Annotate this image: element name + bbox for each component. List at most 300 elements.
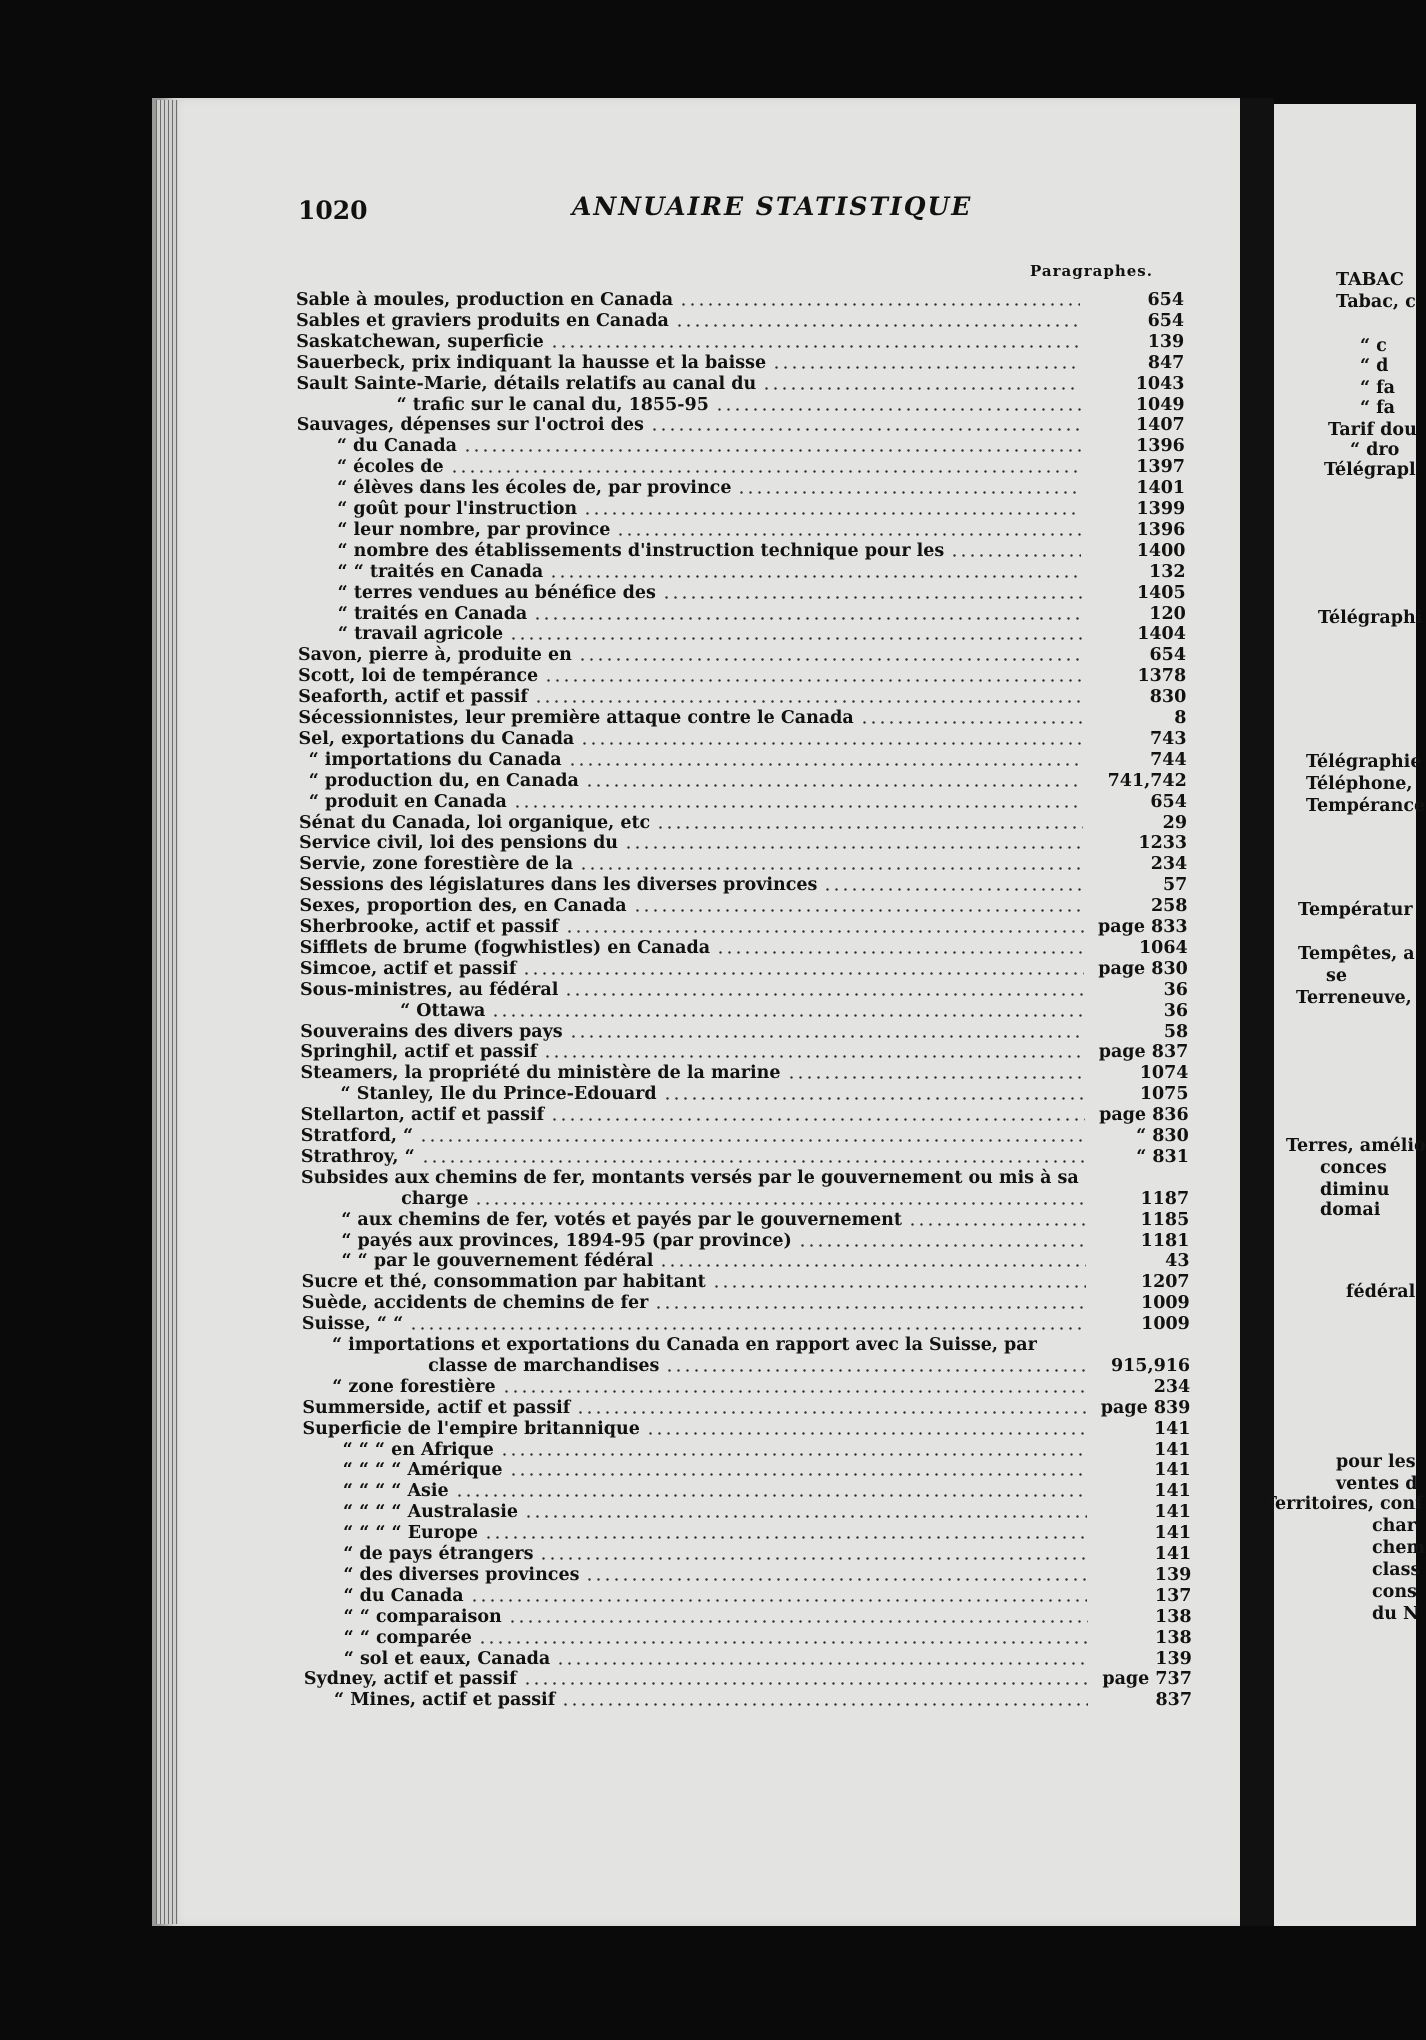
- index-entry: [299, 833, 1187, 855]
- leader-dots: [533, 617, 1082, 620]
- leader-dots: [409, 1327, 1086, 1330]
- entry-reference: 1401: [1136, 478, 1186, 499]
- entry-reference: “ 830: [1136, 1126, 1189, 1146]
- entry-reference: 138: [1155, 1627, 1192, 1648]
- entry-reference: 1207: [1140, 1272, 1190, 1293]
- index-entry: [300, 1063, 1188, 1085]
- entry-text: Simcoe, actif et passif: [299, 958, 517, 979]
- leader-dots: [576, 1411, 1086, 1414]
- index-entry: [298, 666, 1186, 688]
- entry-text: Sel, exportations du Canada: [298, 728, 575, 749]
- leader-dots: [585, 784, 1083, 787]
- entry-reference: 36: [1163, 1000, 1189, 1021]
- entry-reference: 1396: [1136, 519, 1186, 540]
- leader-dots: [455, 1494, 1087, 1497]
- leader-dots: [544, 679, 1082, 682]
- entry-reference: 741,742: [1107, 770, 1187, 791]
- entry-text: Servie, zone forestière de la: [299, 854, 574, 875]
- leader-dots: [737, 491, 1081, 494]
- right-page-fragment: “ fa: [1360, 378, 1396, 398]
- right-page-fragment: diminu: [1320, 1180, 1390, 1200]
- leader-dots: [463, 449, 1081, 452]
- entry-text: “ Mines, actif et passif: [334, 1690, 556, 1711]
- entry-text: “ du Canada: [336, 436, 457, 457]
- right-page-fragment: Tempêtes, a: [1298, 944, 1415, 964]
- entry-reference: 141: [1154, 1439, 1191, 1460]
- entry-reference: 1049: [1135, 394, 1185, 415]
- right-page-fragment: “ c: [1360, 336, 1387, 356]
- right-page-fragment: Téléphone,: [1306, 774, 1413, 794]
- entry-reference: 654: [1147, 310, 1185, 331]
- entry-text: “ importations et exportations du Canada en rapport avec la Suisse, par: [332, 1335, 1037, 1355]
- leader-dots: [650, 428, 1081, 431]
- entry-text: Stratford, “: [300, 1126, 414, 1146]
- index-entry: [303, 1586, 1191, 1608]
- index-entry: [299, 854, 1187, 876]
- entry-text: “ payés aux provinces, 1894-95 (par province): [341, 1230, 792, 1251]
- right-page-fragment: chem: [1372, 1538, 1426, 1558]
- entry-text: Stellarton, actif et passif: [300, 1105, 545, 1126]
- index-entry: [301, 1084, 1189, 1106]
- leader-dots: [550, 1118, 1085, 1121]
- right-page-fragment: Télégraphie: [1306, 752, 1422, 772]
- entry-reference: 141: [1153, 1418, 1191, 1439]
- index-entry: [302, 1251, 1190, 1273]
- entry-text: Sable à moules, production en Canada: [296, 290, 674, 310]
- leader-dots: [772, 366, 1080, 369]
- entry-reference: page 830: [1098, 958, 1188, 979]
- entry-reference: 137: [1154, 1585, 1192, 1606]
- right-page-fragment: Terres, amélio: [1286, 1136, 1426, 1156]
- entry-reference: 1009: [1141, 1314, 1190, 1335]
- entry-text: “ des diverses provinces: [343, 1564, 580, 1585]
- leader-dots: [565, 930, 1084, 933]
- leader-dots: [762, 387, 1080, 390]
- index-entry: [297, 436, 1185, 458]
- index-entry: [298, 708, 1186, 730]
- leader-dots: [716, 951, 1084, 954]
- index-entry: [301, 1126, 1189, 1148]
- leader-dots: [616, 533, 1081, 536]
- entry-text: “ “ “ “ Amérique: [342, 1460, 503, 1481]
- right-page-fragment: Températur: [1298, 900, 1413, 920]
- leader-dots: [585, 1578, 1087, 1581]
- index-entry: [299, 875, 1187, 897]
- index-entry: [302, 1314, 1190, 1336]
- entry-reference: 1405: [1136, 582, 1186, 603]
- index-entry: [297, 478, 1185, 500]
- leader-dots: [484, 1536, 1087, 1539]
- right-page-fragment: TABAC: [1336, 270, 1404, 290]
- entry-reference: 1187: [1140, 1188, 1190, 1209]
- leader-dots: [663, 1097, 1085, 1100]
- index-entry: [296, 353, 1184, 375]
- leader-dots: [712, 1285, 1086, 1288]
- entry-text: Sault Sainte-Marie, détails relatifs au canal du: [296, 373, 757, 394]
- column-header: Paragraphes.: [1030, 262, 1153, 280]
- index-entry: [298, 624, 1186, 646]
- leader-dots: [509, 637, 1082, 640]
- entry-text: “ du Canada: [343, 1585, 464, 1606]
- leader-dots: [659, 1264, 1085, 1267]
- entry-reference: 1185: [1140, 1209, 1190, 1230]
- index-entry: [300, 1042, 1188, 1064]
- leader-dots: [509, 1473, 1087, 1476]
- right-page-fragment: Tabac, c: [1336, 292, 1416, 312]
- entry-text: Suède, accidents de chemins de fer: [301, 1293, 649, 1314]
- index-entry: [303, 1502, 1191, 1524]
- index-entry: [298, 604, 1186, 626]
- leader-dots: [665, 1369, 1086, 1372]
- leader-dots: [624, 846, 1083, 849]
- entry-text: “ “ comparaison: [343, 1606, 502, 1627]
- entry-text: “ terres vendues au bénéfice des: [337, 582, 656, 603]
- entry-text: Scott, loi de tempérance: [298, 666, 539, 687]
- index-entry: [300, 938, 1188, 960]
- leader-dots: [543, 1055, 1084, 1058]
- entry-text: “ produit en Canada: [308, 791, 507, 812]
- index-entry: [301, 1231, 1189, 1253]
- leader-dots: [646, 1432, 1087, 1435]
- leader-dots: [580, 742, 1082, 745]
- entry-text: “ traités en Canada: [337, 603, 528, 624]
- entry-reference: 1397: [1136, 457, 1185, 478]
- entry-text: Sous-ministres, au fédéral: [299, 979, 559, 1000]
- entry-reference: 139: [1154, 1564, 1192, 1585]
- entry-reference: 234: [1153, 1376, 1191, 1397]
- leader-dots: [662, 596, 1082, 599]
- index-entry: [303, 1565, 1191, 1587]
- index-entry: [299, 729, 1187, 751]
- entry-text: “ écoles de: [336, 457, 444, 478]
- entry-text: “ trafic sur le canal du, 1855-95: [396, 394, 709, 415]
- entry-text: Sexes, proportion des, en Canada: [299, 896, 627, 917]
- entry-reference: 139: [1155, 1648, 1192, 1669]
- entry-reference: 234: [1150, 854, 1188, 875]
- leader-dots: [715, 408, 1081, 411]
- index-entry: [299, 750, 1187, 772]
- entry-reference: page 836: [1099, 1105, 1189, 1126]
- entry-reference: 141: [1154, 1523, 1192, 1544]
- entry-reference: 120: [1149, 603, 1186, 624]
- entry-text: Superficie de l'empire britannique: [302, 1418, 640, 1439]
- index-entry: [302, 1419, 1190, 1441]
- index-entry: [304, 1669, 1192, 1691]
- entry-reference: 29: [1162, 812, 1187, 833]
- index-entry: [296, 374, 1184, 396]
- entry-reference: 141: [1154, 1502, 1191, 1523]
- leader-dots: [508, 1620, 1088, 1623]
- entry-reference: 258: [1150, 896, 1188, 917]
- right-page-fragment: Territoires, conf: [1264, 1494, 1423, 1514]
- entry-text: “ “ “ “ Europe: [343, 1523, 479, 1544]
- index-entry: [300, 959, 1188, 981]
- entry-text: Sessions des législatures dans les diverses provinces: [299, 875, 818, 896]
- entry-text: “ “ “ en Afrique: [342, 1439, 494, 1460]
- entry-reference: “ 831: [1136, 1146, 1189, 1167]
- entry-text: “ sol et eaux, Canada: [343, 1648, 551, 1669]
- leader-dots: [860, 721, 1083, 724]
- entry-text: Subsides aux chemins de fer, montants versés par le gouvernement ou mis à sa: [301, 1167, 1079, 1188]
- right-page-fragment: domai: [1320, 1200, 1381, 1220]
- entry-reference: 830: [1149, 687, 1187, 708]
- entry-text: “ zone forestière: [332, 1376, 496, 1397]
- entry-reference: 1009: [1141, 1293, 1190, 1314]
- leader-dots: [579, 867, 1083, 870]
- entry-reference: 1407: [1136, 415, 1185, 436]
- right-page-fragment: pour les: [1336, 1452, 1416, 1472]
- leader-dots: [502, 1390, 1087, 1393]
- entry-text: “ “ “ “ Australasie: [342, 1502, 519, 1523]
- entry-reference: page 839: [1100, 1397, 1191, 1418]
- page-number: 1020: [298, 196, 368, 225]
- index-entry: [303, 1544, 1191, 1566]
- entry-text: Souverains des divers pays: [300, 1021, 563, 1042]
- entry-reference: 1064: [1139, 937, 1188, 958]
- leader-dots: [474, 1202, 1085, 1205]
- index-entry: [303, 1481, 1191, 1503]
- entry-text: Sucre et thé, consommation par habitant: [301, 1272, 706, 1293]
- entry-text: Summerside, actif et passif: [302, 1397, 571, 1418]
- leader-dots: [787, 1076, 1085, 1079]
- leader-dots: [569, 1035, 1085, 1038]
- index-entry: [299, 771, 1187, 793]
- entry-text: “ production du, en Canada: [308, 770, 579, 791]
- index-entry: [298, 583, 1186, 605]
- index-entry: [297, 415, 1185, 437]
- entry-reference: 744: [1150, 749, 1187, 770]
- entry-reference: 743: [1149, 728, 1187, 749]
- index-entry: [299, 813, 1187, 835]
- entry-text: “ “ “ “ Asie: [342, 1481, 449, 1502]
- entry-text: charge: [401, 1188, 469, 1209]
- entry-text: Sables et graviers produits en Canada: [296, 310, 669, 331]
- leader-dots: [549, 575, 1081, 578]
- right-page-fragment: se: [1326, 966, 1347, 986]
- entry-reference: 654: [1147, 290, 1184, 310]
- index-entry: [301, 1189, 1189, 1211]
- index-entry: [301, 1105, 1189, 1127]
- entry-reference: 1075: [1139, 1084, 1189, 1105]
- index-entry: [301, 1168, 1189, 1190]
- index-entry: [302, 1356, 1190, 1378]
- leader-dots: [654, 1306, 1085, 1309]
- leader-dots: [556, 1662, 1088, 1665]
- index-entry: [296, 290, 1184, 312]
- entry-text: Savon, pierre à, produite en: [298, 645, 572, 666]
- leader-dots: [513, 805, 1083, 808]
- leader-dots: [908, 1223, 1085, 1226]
- index-entry: [302, 1293, 1190, 1315]
- entry-reference: 837: [1155, 1690, 1193, 1711]
- index-entry: [302, 1377, 1190, 1399]
- leader-dots: [568, 763, 1083, 766]
- index-entry: [300, 917, 1188, 939]
- running-head: ANNUAIRE STATISTIQUE: [572, 192, 973, 221]
- entry-text: Saskatchewan, superficie: [296, 331, 544, 352]
- entry-text: Sherbrooke, actif et passif: [299, 917, 559, 937]
- right-page-fragment: Télégrapl: [1324, 460, 1416, 480]
- index-entry: [296, 332, 1184, 354]
- entry-reference: 141: [1154, 1481, 1191, 1502]
- entry-text: “ goût pour l'instruction: [337, 499, 578, 519]
- index-entry: [300, 980, 1188, 1002]
- leader-dots: [550, 345, 1080, 348]
- entry-text: Sifflets de brume (fogwhistles) en Canada: [299, 937, 711, 958]
- leader-dots: [478, 1641, 1088, 1644]
- right-page-fragment: Télégraphi: [1318, 608, 1423, 628]
- index-entry: [301, 1147, 1189, 1169]
- entry-reference: 654: [1149, 645, 1187, 666]
- index-entry: [300, 1022, 1188, 1044]
- right-page-fragment: “ fa: [1360, 398, 1396, 418]
- entry-text: Service civil, loi des pensions du: [299, 833, 619, 854]
- entry-reference: 847: [1147, 352, 1185, 373]
- leader-dots: [419, 1139, 1085, 1142]
- leader-dots: [675, 324, 1080, 327]
- index-entry: [301, 1210, 1189, 1232]
- index-entry: [300, 1001, 1188, 1023]
- entry-reference: page 837: [1098, 1042, 1189, 1063]
- index-entry: [302, 1272, 1190, 1294]
- entry-text: “ “ par le gouvernement fédéral: [341, 1251, 654, 1272]
- leader-dots: [564, 993, 1084, 996]
- leader-dots: [500, 1453, 1087, 1456]
- entry-text: Sydney, actif et passif: [303, 1669, 517, 1690]
- entry-reference: 138: [1155, 1606, 1192, 1627]
- index-entry: [298, 562, 1186, 584]
- index-entry: [296, 311, 1184, 333]
- right-page-fragment: fédéral: [1346, 1282, 1416, 1302]
- index-entry: [302, 1398, 1190, 1420]
- index-entry: [303, 1440, 1191, 1462]
- entry-text: “ Stanley, Ile du Prince-Edouard: [340, 1084, 657, 1105]
- entry-reference: 1074: [1139, 1063, 1189, 1084]
- entry-reference: 1378: [1137, 666, 1187, 687]
- entry-text: Springhil, actif et passif: [300, 1042, 538, 1063]
- leader-dots: [656, 826, 1083, 829]
- right-page-fragment: conces: [1320, 1158, 1387, 1178]
- leader-dots: [823, 888, 1083, 891]
- book-gutter: [1240, 98, 1274, 1926]
- entry-reference: 1043: [1135, 373, 1185, 394]
- index-entry: [297, 499, 1185, 521]
- entry-reference: 1233: [1138, 833, 1188, 854]
- entry-reference: 141: [1154, 1544, 1192, 1564]
- entry-reference: 141: [1154, 1460, 1191, 1481]
- index-entry: [304, 1628, 1192, 1650]
- leader-dots: [470, 1599, 1088, 1602]
- leader-dots: [522, 972, 1083, 975]
- entry-reference: 654: [1150, 791, 1187, 812]
- entry-text: Seaforth, actif et passif: [298, 687, 528, 708]
- entry-reference: 132: [1149, 561, 1186, 582]
- right-page-fragment: cons: [1372, 1582, 1417, 1602]
- entry-reference: 58: [1163, 1021, 1189, 1042]
- entry-reference: 1399: [1136, 499, 1186, 519]
- entry-text: “ de pays étrangers: [343, 1544, 534, 1564]
- leader-dots: [679, 303, 1080, 306]
- entry-text: “ “ traités en Canada: [337, 561, 544, 582]
- entry-text: Sauvages, dépenses sur l'octroi des: [296, 415, 644, 436]
- entry-text: classe de marchandises: [428, 1355, 660, 1376]
- leader-dots: [798, 1244, 1086, 1247]
- entry-text: Sénat du Canada, loi organique, etc: [299, 812, 651, 833]
- entry-reference: 43: [1165, 1251, 1190, 1272]
- leader-dots: [491, 1014, 1084, 1017]
- index-entry: [299, 896, 1187, 918]
- leader-dots: [534, 700, 1082, 703]
- entry-text: “ aux chemins de fer, votés et payés par le gouvernement: [341, 1209, 902, 1230]
- leader-dots: [450, 470, 1081, 473]
- index-entry: [298, 687, 1186, 709]
- right-page-fragment: Terreneuve,: [1296, 988, 1412, 1008]
- index-entry: [304, 1690, 1192, 1712]
- entry-text: “ “ comparée: [343, 1627, 472, 1648]
- right-page-fragment: char: [1372, 1516, 1416, 1536]
- entry-reference: 36: [1163, 979, 1188, 1000]
- entry-reference: 1396: [1136, 436, 1185, 457]
- entry-text: Sécessionnistes, leur première attaque contre le Canada: [298, 708, 854, 728]
- leader-dots: [950, 554, 1081, 557]
- index-entry: [297, 541, 1185, 563]
- right-page-fragment: Tempérance: [1306, 796, 1426, 816]
- leader-dots: [583, 512, 1081, 515]
- index-entry: [302, 1335, 1190, 1357]
- entry-text: Steamers, la propriété du ministère de la marine: [300, 1063, 781, 1084]
- entry-text: “ nombre des établissements d'instruction technique pour les: [337, 540, 945, 561]
- index-entry: [298, 645, 1186, 667]
- entry-reference: 1404: [1137, 624, 1186, 645]
- index-entry: [297, 520, 1185, 542]
- entry-reference: 57: [1163, 875, 1188, 896]
- entry-text: Sauerbeck, prix indiquant la hausse et la baisse: [296, 352, 767, 373]
- right-page-fragment: Tarif dou: [1328, 420, 1417, 440]
- leader-dots: [539, 1557, 1087, 1560]
- leader-dots: [523, 1682, 1088, 1685]
- right-page-fragment: “ d: [1360, 356, 1389, 376]
- entry-reference: 915,916: [1110, 1355, 1191, 1376]
- entry-reference: 8: [1174, 708, 1187, 728]
- index-entry: [304, 1607, 1192, 1629]
- leader-dots: [524, 1515, 1087, 1518]
- index-entry: [304, 1649, 1192, 1671]
- entry-reference: page 833: [1098, 917, 1188, 937]
- right-page-fragment: du N: [1372, 1604, 1420, 1624]
- entry-text: Strathroy, “: [300, 1146, 415, 1167]
- entry-reference: 1400: [1136, 540, 1186, 561]
- entry-reference: 139: [1147, 331, 1185, 352]
- right-page-fragment: ventes d: [1336, 1474, 1418, 1494]
- entry-reference: 1181: [1140, 1230, 1190, 1251]
- entry-text: “ leur nombre, par province: [337, 519, 611, 540]
- right-page-fragment: “ dro: [1350, 440, 1400, 460]
- page-stack-edges: [156, 100, 178, 1924]
- entry-reference: page 737: [1102, 1669, 1192, 1690]
- index-entry: [299, 792, 1187, 814]
- leader-dots: [421, 1160, 1085, 1163]
- leader-dots: [633, 909, 1084, 912]
- index-entry: [303, 1460, 1191, 1482]
- index-entry: [297, 457, 1185, 479]
- entry-text: Suisse, “ “: [301, 1314, 404, 1335]
- entry-text: “ importations du Canada: [308, 749, 562, 770]
- index-entry: [297, 395, 1185, 417]
- entry-text: “ Ottawa: [400, 1000, 486, 1021]
- right-page-fragment: class: [1372, 1560, 1421, 1580]
- index-entry: [303, 1523, 1191, 1545]
- entry-text: “ élèves dans les écoles de, par province: [337, 478, 732, 499]
